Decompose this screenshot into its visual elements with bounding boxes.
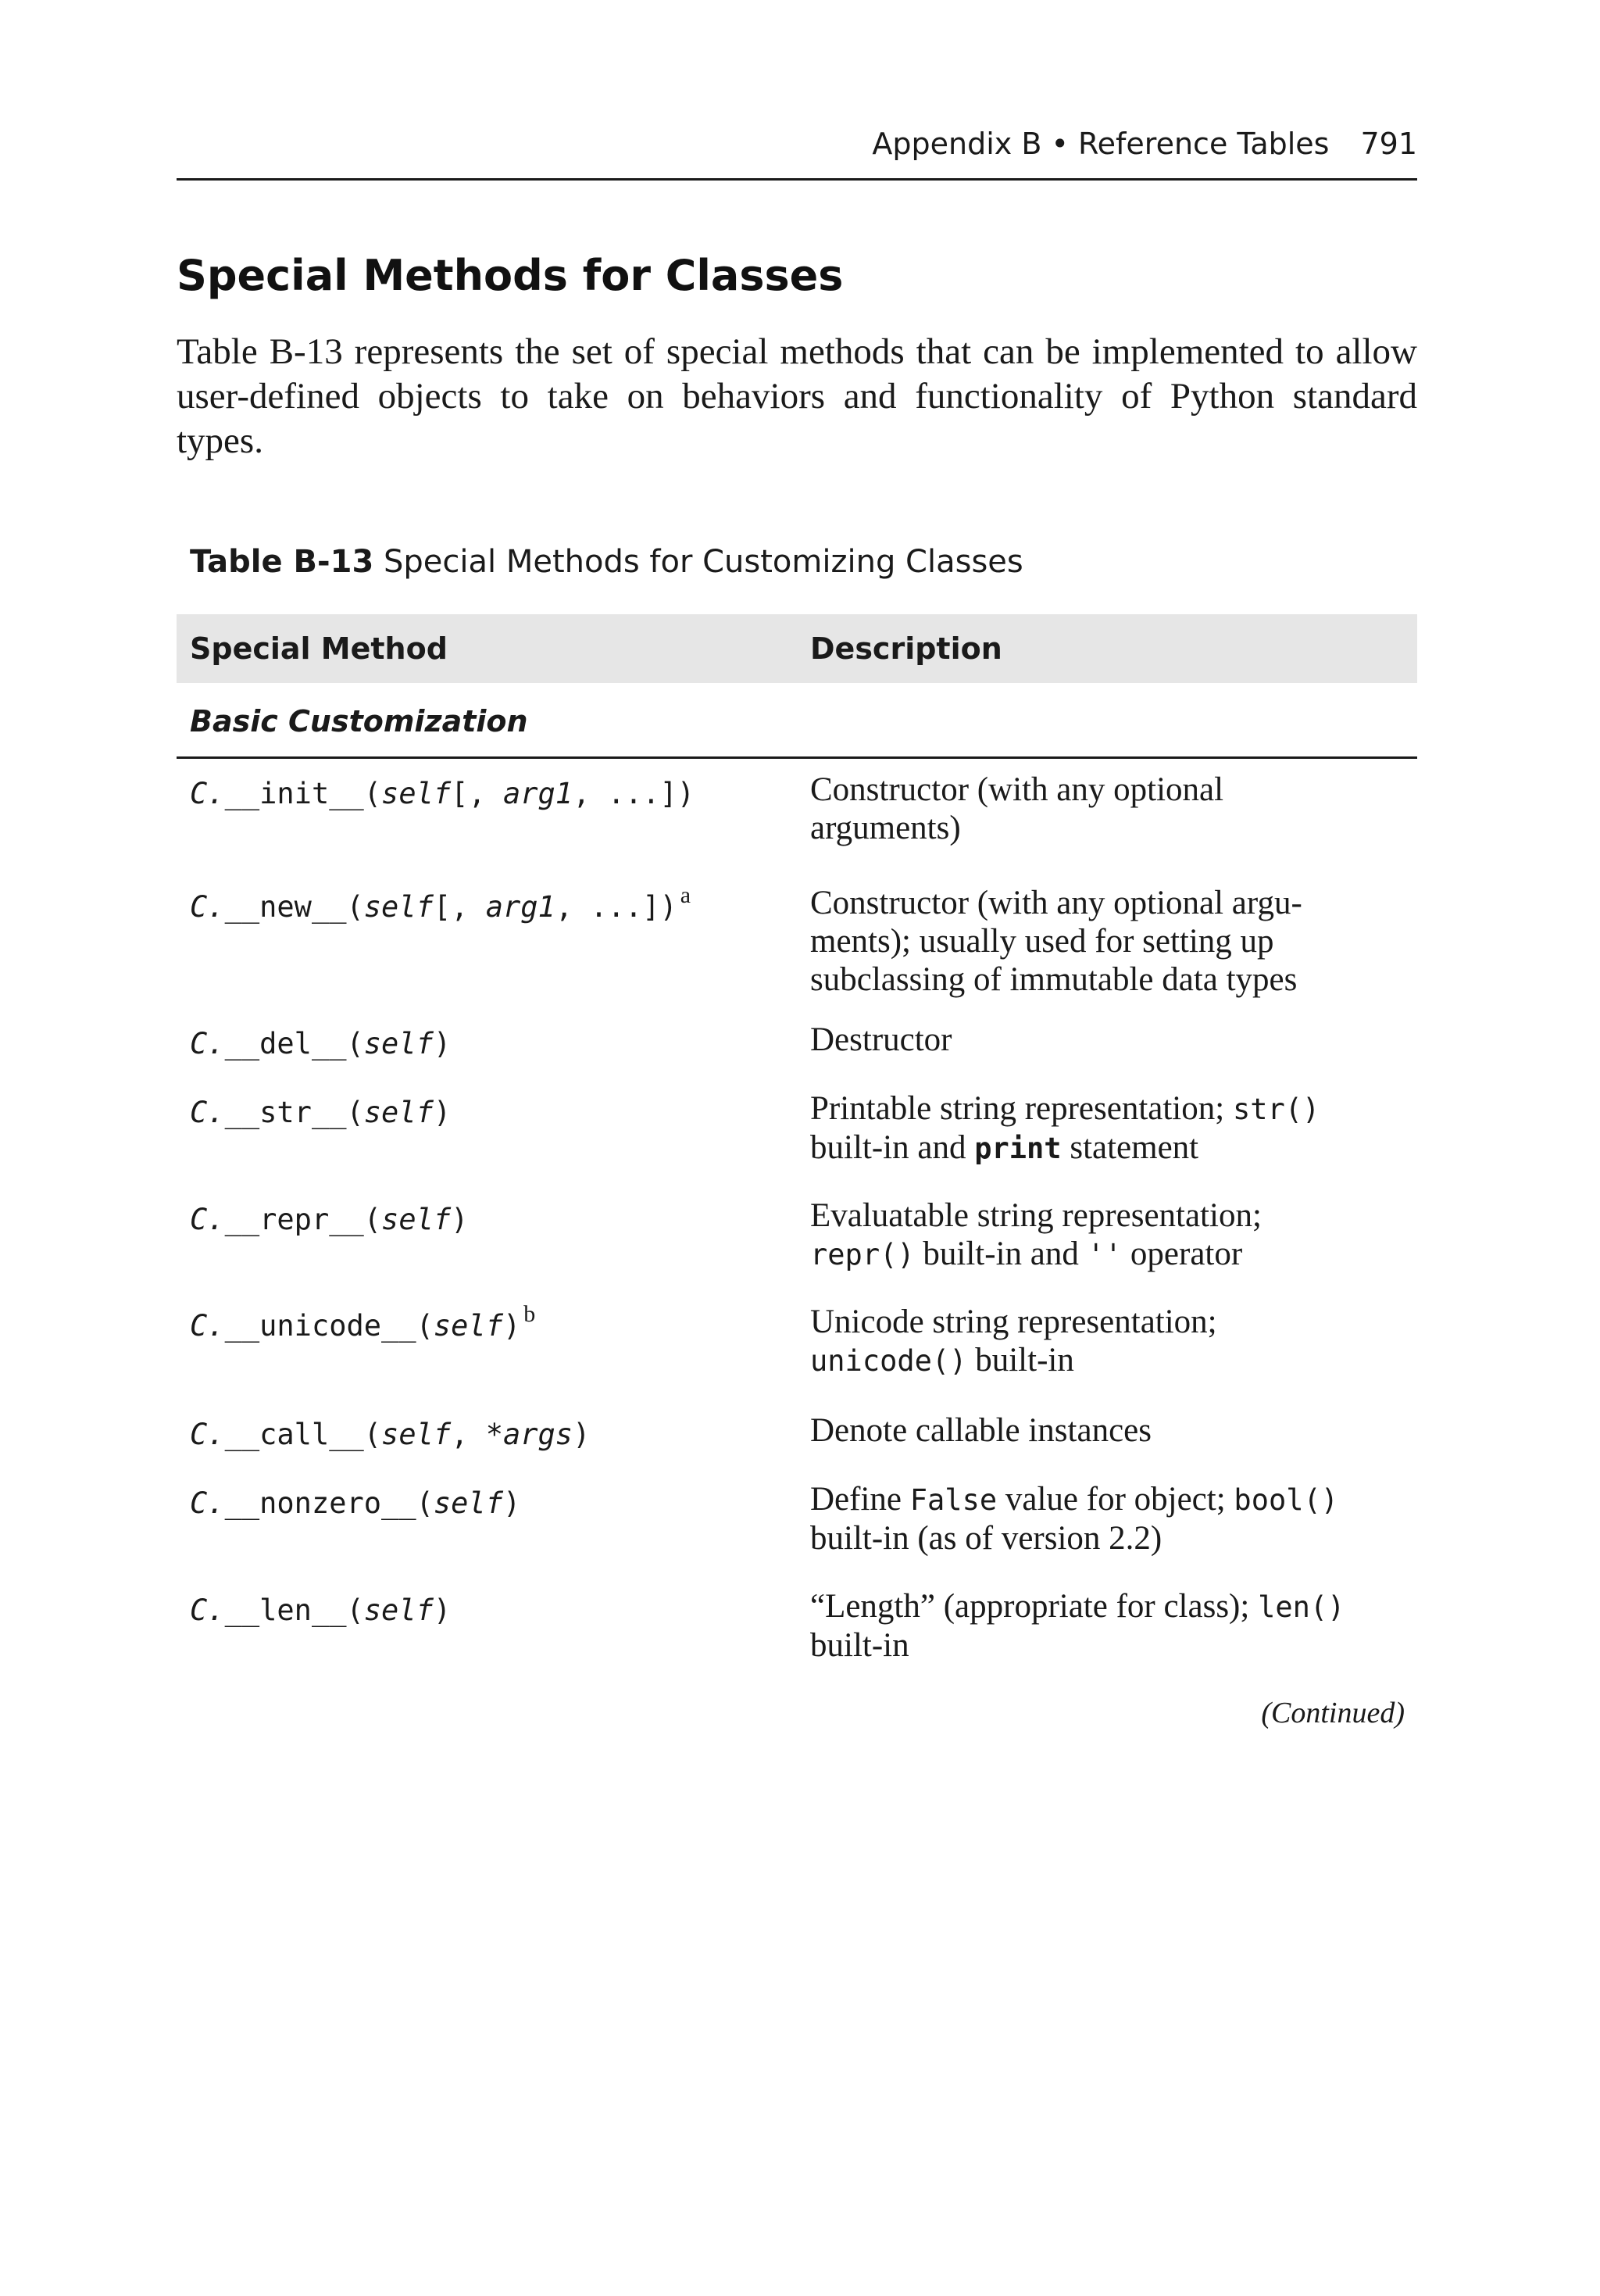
header-rule <box>177 178 1417 181</box>
method-description: Denote callable instances <box>810 1412 1152 1449</box>
method-signature: C.__new__(self[, arg1, ...]) $^a$ <box>190 882 691 924</box>
method-description: Evaluatable string representation; repr() built-in and '' operator <box>810 1197 1262 1272</box>
column-header-description: Description <box>810 631 1002 666</box>
method-description: Unicode string representation; unicode() built-in <box>810 1304 1217 1379</box>
table-caption <box>190 541 1023 583</box>
method-signature: C.__unicode__(self) $^b$ <box>190 1301 536 1343</box>
intro-paragraph: Table B-13 represents the set of special methods that can be implemented to allow user-defined objects to take on behaviors and functionality of Python standard types. <box>177 331 1417 461</box>
section-title: Special Methods for Classes <box>177 251 844 300</box>
group-heading: Basic Customization <box>190 704 528 739</box>
method-description: Define False value for object; bool() built-in (as of version 2.2) <box>810 1481 1339 1557</box>
continued-note: (Continued) <box>1261 1697 1405 1729</box>
table-header <box>177 614 1417 683</box>
method-description: Destructor <box>810 1021 952 1058</box>
method-description: Printable string representation; str() built-in and print statement <box>810 1090 1320 1166</box>
footnote-marker: b <box>523 1301 536 1327</box>
table-caption-label: Table B-13 <box>190 544 374 580</box>
method-signature: C.__init__(self[, arg1, ...]) <box>190 777 695 810</box>
method-signature: C.__nonzero__(self) <box>190 1486 521 1520</box>
method-signature: C.__str__(self) <box>190 1096 452 1129</box>
method-signature: C.__del__(self) <box>190 1027 452 1060</box>
page-number: 791 <box>1360 127 1417 161</box>
method-signature: C.__call__(self, *args) <box>190 1418 591 1451</box>
method-signature: C.__len__(self) <box>190 1593 452 1627</box>
method-description: “Length” (appropriate for class); len() built-in <box>810 1588 1345 1664</box>
table-caption-text: Special Methods for Customizing Classes <box>384 544 1023 580</box>
running-header <box>177 125 1417 163</box>
column-header-special-method: Special Method <box>190 631 448 666</box>
method-description: Constructor (with any optional argu- ments); usually used for setting up subclassing of immutable data types <box>810 885 1302 998</box>
method-signature: C.__repr__(self) <box>190 1203 469 1236</box>
method-description: Constructor (with any optional arguments) <box>810 771 1224 846</box>
group-rule <box>177 756 1417 759</box>
footnote-marker: a <box>680 882 691 908</box>
running-header-text: Appendix B • Reference Tables <box>872 127 1330 161</box>
